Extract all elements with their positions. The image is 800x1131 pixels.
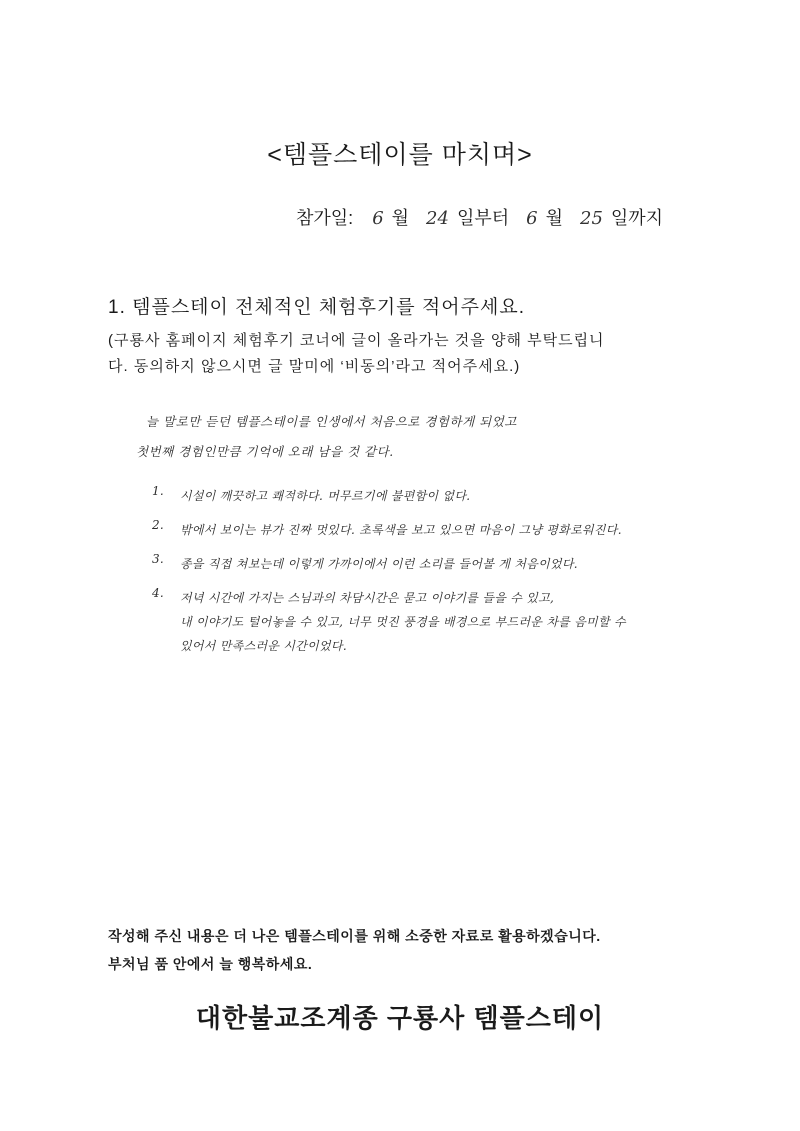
- question-heading: 1. 템플스테이 전체적인 체험후기를 적어주세요.: [108, 297, 525, 318]
- end-day: 25: [580, 208, 603, 229]
- question-note: [108, 328, 708, 380]
- list-item-text: 있어서 만족스러운 시간이었다.: [180, 639, 347, 653]
- end-month: 6: [526, 208, 538, 229]
- list-item-text: 내 이야기도 털어놓을 수 있고, 너무 멋진 풍경을 배경으로 부드러운 차를 음미할 수: [180, 615, 626, 629]
- list-item-number: 3.: [152, 552, 165, 566]
- list-item: [152, 552, 772, 576]
- footer-line: 부처님 품 안에서 늘 행복하세요.: [108, 956, 313, 972]
- question-note-line: 다. 동의하지 않으시면 글 말미에 ‘비동의’라고 적어주세요.): [108, 358, 521, 375]
- organization-name: 대한불교조계종 구룡사 템플스테이: [195, 1003, 605, 1033]
- answer-intro-line: 늘 말로만 듣던 템플스테이를 인생에서 처음으로 경험하게 되었고: [146, 414, 517, 429]
- start-month-word: 월: [391, 208, 410, 228]
- list-item-text: 저녁 시간에 가지는 스님과의 차담시간은 묻고 이야기를 들을 수 있고,: [180, 591, 555, 605]
- list-item-text: 종을 직접 쳐보는데 이렇게 가까이에서 이런 소리를 들어볼 게 처음이었다.: [180, 557, 578, 571]
- start-day: 24: [426, 208, 449, 229]
- list-item: [152, 484, 772, 508]
- footer-line: 작성해 주신 내용은 더 나은 템플스테이를 위해 소중한 자료로 활용하겠습니다.: [108, 928, 601, 944]
- end-month-word: 월: [545, 208, 563, 228]
- list-item: [152, 586, 772, 658]
- participation-dates: [296, 204, 663, 230]
- participation-label: 참가일:: [296, 208, 354, 228]
- handwritten-answer-list: [152, 484, 772, 668]
- start-month: 6: [372, 208, 384, 229]
- list-item-number: 4.: [152, 586, 165, 600]
- list-item-text: 밖에서 보이는 뷰가 진짜 멋있다. 초록색을 보고 있으면 마음이 그냥 평화로워진다.: [180, 523, 622, 537]
- handwritten-answer-intro: [138, 407, 698, 467]
- day-from-word: 일부터: [456, 208, 510, 228]
- list-item: [152, 518, 772, 542]
- question-note-line: (구룡사 홈페이지 체험후기 코너에 글이 올라가는 것을 양해 부탁드립니: [108, 332, 605, 349]
- answer-intro-line: 첫번째 경험인만큼 기억에 오래 남을 것 같다.: [136, 444, 394, 459]
- list-item-text: 시설이 깨끗하고 쾌적하다. 머무르기에 불편함이 없다.: [180, 489, 471, 503]
- page-title: <템플스테이를 마치며>: [267, 141, 533, 169]
- day-until-word: 일까지: [610, 208, 664, 228]
- list-item-number: 1.: [152, 484, 165, 498]
- list-item-number: 2.: [152, 518, 165, 532]
- footer-message: [108, 922, 601, 978]
